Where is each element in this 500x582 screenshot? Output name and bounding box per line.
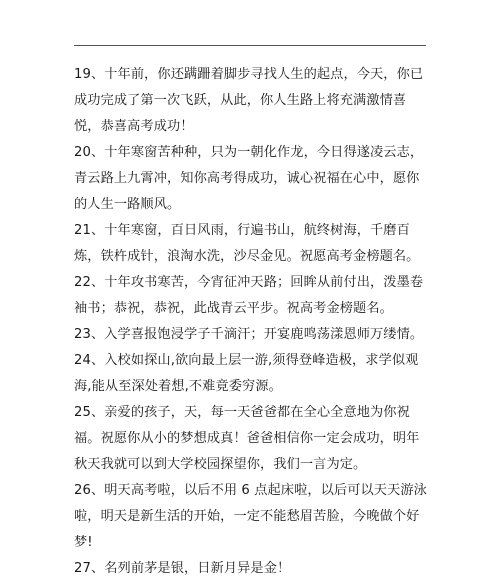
document-body [74,62,430,582]
paragraph-20: 20、十年寒窗苦种种，只为一朝化作龙，今日得遂凌云志，青云路上九霄冲，知你高考得成功，诚心祝福在心中，愿你的人生一路顺风。 [74,145,424,212]
paragraph-21: 21、十年寒窗，百日风雨，行遍书山，航终树海，千磨百炼，铁杵成针，浪淘水洗，沙尽金见。祝愿高考金榜题名。 [74,223,420,264]
paragraph-25: 25、亲爱的孩子，天，每一天爸爸都在全心全意地为你祝福。祝愿你从小的梦想成真！爸爸相信你一定会成功，明年秋天我就可以到大学校园探望你，我们一言为定。 [74,405,420,472]
paragraph-27: 27、名列前茅是银，日新月异是金！ [74,561,291,576]
paragraph-24: 24、入校如探山,欲向最上层一游,须得登峰造极，求学似观海,能从至深处着想,不难竟委穷源。 [74,353,419,394]
paragraph-26: 26、明天高考啦，以后不用 6 点起床啦，以后可以天天游泳啦，明天是新生活的开始，一定不能愁眉苦脸，今晚做个好梦! [74,483,427,550]
paragraph-19: 19、十年前，你还蹒跚着脚步寻找人生的起点，今天，你已成功完成了第一次飞跃，从此，你人生路上将充满激情喜悦，恭喜高考成功！ [74,67,424,134]
top-divider [74,45,426,46]
paragraph-22: 22、十年攻书寒苦，今宵征冲天路；回眸从前付出，泼墨卷袖书；恭祝，恭祝，此战青云平步。祝高考金榜题名。 [74,275,424,316]
paragraph-23: 23、入学喜报饱浸学子千滴汗；开宴鹿鸣荡漾恩师万缕情。 [74,327,424,342]
